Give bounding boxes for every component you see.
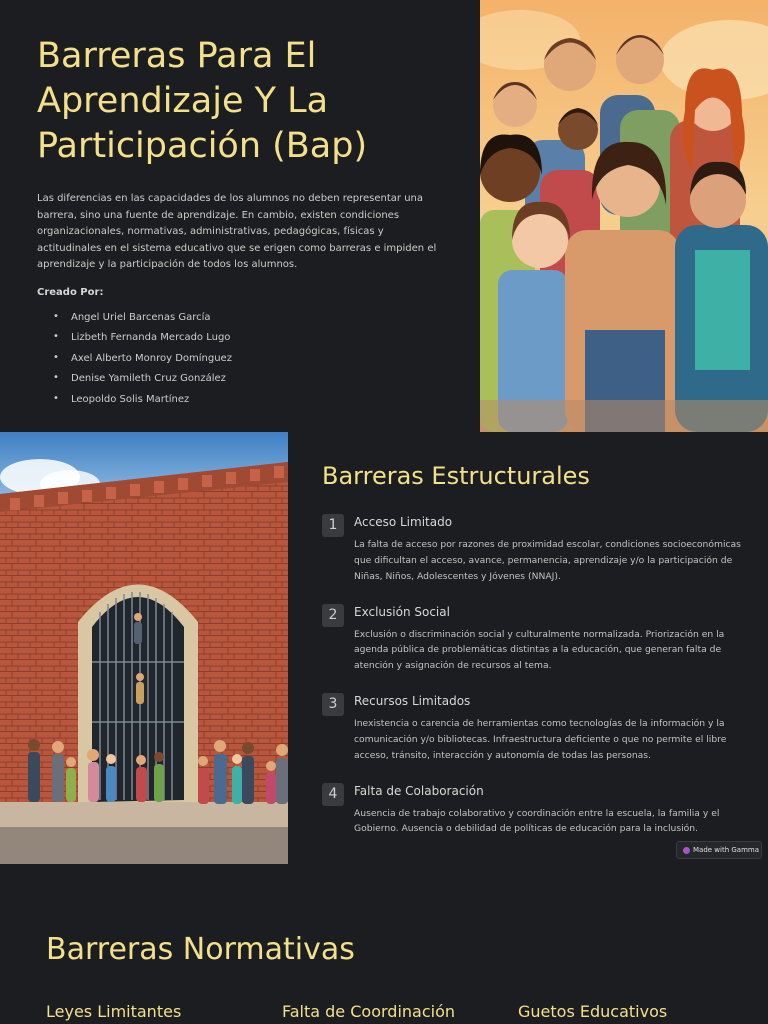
intro-paragraph: Las diferencias en las capacidades de los alumnos no deben representar una barrera, sino una fuente de aprendizaje. En cambio, existen condiciones organizacionales, normativas, administrativas, pedagógicas, físicas y actitudinales en el sistema educativo que se erigen como barreras e impiden el aprendizaje y la participación de todos los alumnos. bbox=[37, 193, 437, 270]
gamma-logo-icon bbox=[683, 847, 690, 854]
author-item: • Axel Alberto Monroy Domínguez bbox=[53, 353, 442, 374]
item-title: Acceso Limitado bbox=[354, 515, 453, 529]
item-title: Exclusión Social bbox=[354, 604, 450, 619]
slide-intro bbox=[0, 0, 768, 432]
column-title: Guetos Educativos bbox=[518, 1002, 668, 1021]
item-description: Ausencia de trabajo colaborativo y coordinación entre la escuela, la familia y el Gobierno. Ausencia o debilidad de políticas de educación para la inclusión. bbox=[354, 807, 720, 835]
authors-list bbox=[37, 312, 442, 415]
page-title: Barreras Para El Aprendizaje Y La Participación (Bap) bbox=[37, 36, 368, 166]
list-item bbox=[322, 693, 742, 783]
column-title: Falta de Coordinación bbox=[282, 1002, 455, 1021]
structural-barriers-section bbox=[322, 460, 742, 872]
step-number: 4 bbox=[322, 783, 344, 806]
intro-text-block bbox=[37, 34, 442, 414]
step-number: 3 bbox=[322, 693, 344, 716]
item-description: La falta de acceso por razones de proximidad escolar, condiciones socioeconómicas que dificultan el acceso, avance, permanencia, aprendizaje y/o la participación de Niñas, Niños, Adolescentes y Jóvenes (NNAJ). bbox=[354, 539, 741, 582]
normative-barriers-title: Barreras Normativas bbox=[46, 932, 355, 967]
section-title: Barreras Estructurales bbox=[322, 462, 590, 490]
list-item bbox=[322, 604, 742, 694]
author-item: • Leopoldo Solis Martínez bbox=[53, 394, 442, 415]
item-title: Recursos Limitados bbox=[354, 694, 471, 708]
created-by-label: Creado Por: bbox=[37, 286, 104, 298]
author-item: • Denise Yamileth Cruz González bbox=[53, 373, 442, 394]
item-description: Exclusión o discriminación social y culturalmente normalizada. Priorización en la agenda pública de problemáticas distintas a la educación, que generan falta de atención y asignación de recursos al tema. bbox=[354, 628, 725, 672]
made-with-gamma-badge[interactable] bbox=[676, 841, 762, 859]
author-item: • Angel Uriel Barcenas García bbox=[53, 312, 442, 333]
step-number: 2 bbox=[322, 604, 344, 627]
item-title: Falta de Colaboración bbox=[354, 783, 484, 798]
barriers-list bbox=[322, 514, 742, 872]
list-item bbox=[322, 514, 742, 604]
item-description: Inexistencia o carencia de herramientas como tecnologías de la información y la comunicación y/o bibliotecas. Infraestructura deficiente o que no permite el libre acceso, tránsito, interacción y autonomía de todas las personas. bbox=[354, 718, 727, 761]
author-item: • Lizbeth Fernanda Mercado Lugo bbox=[53, 332, 442, 353]
step-number: 1 bbox=[322, 514, 344, 537]
column-title: Leyes Limitantes bbox=[46, 1002, 182, 1021]
students-illustration bbox=[480, 0, 768, 432]
gate-illustration bbox=[0, 432, 288, 864]
badge-label: Made with Gamma bbox=[693, 846, 760, 854]
